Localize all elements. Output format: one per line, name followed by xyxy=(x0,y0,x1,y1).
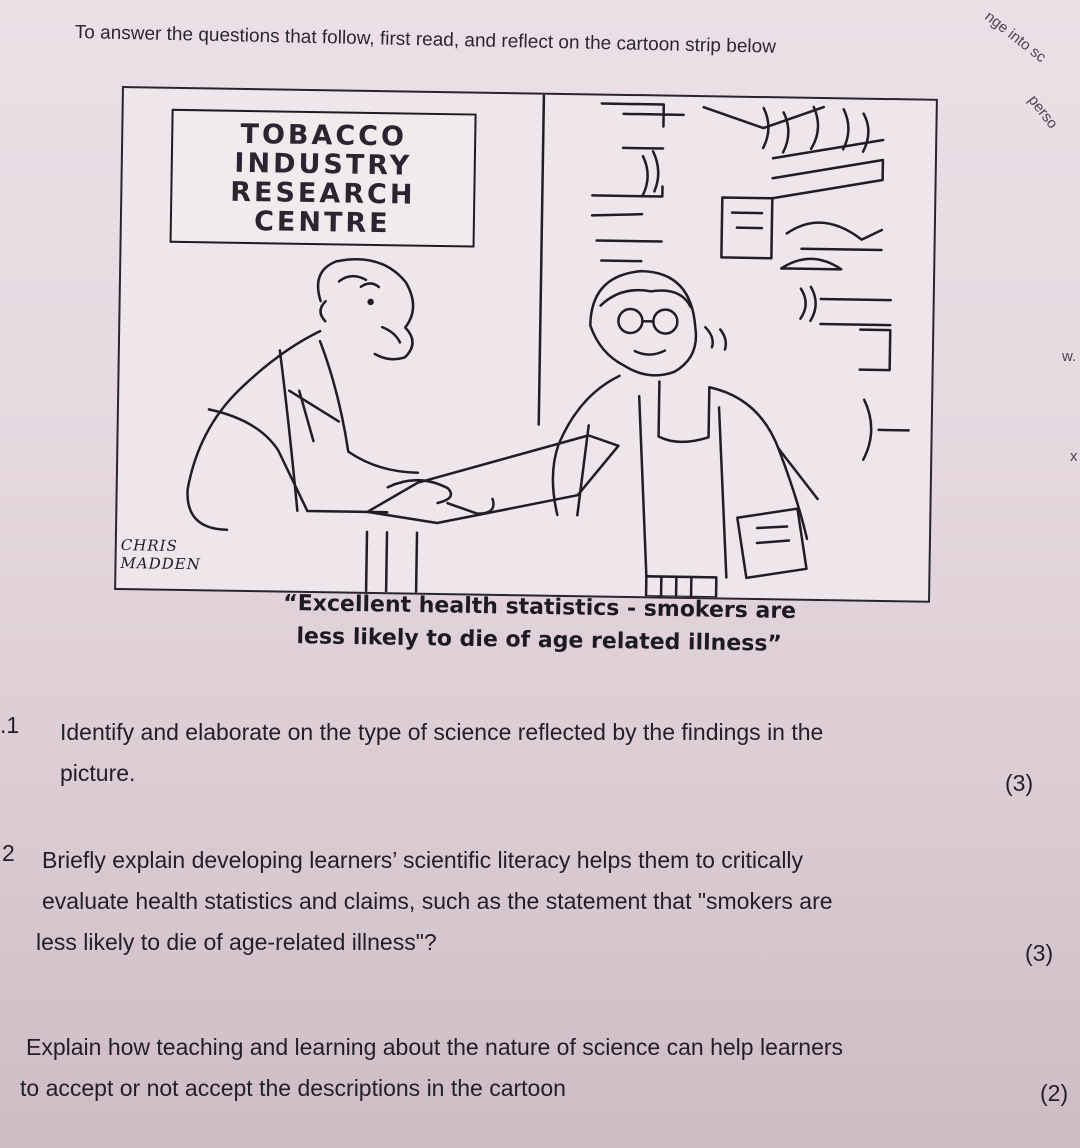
question-line: Identify and elaborate on the type of science reflected by the findings in the xyxy=(60,719,824,745)
question-line: to accept or not accept the descriptions in the cartoon xyxy=(20,1075,566,1101)
question-1 xyxy=(60,712,1020,794)
sign-line: CENTRE xyxy=(253,206,391,240)
artist-signature xyxy=(120,536,201,573)
sign-line: RESEARCH xyxy=(229,176,416,211)
marks-allocation: (3) xyxy=(1025,940,1054,966)
instruction-text: To answer the questions that follow, first read, and reflect on the cartoon strip below xyxy=(74,22,777,58)
question-2 xyxy=(36,840,1022,963)
question-number: 2 xyxy=(2,840,15,866)
question-line: less likely to die of age-related illness"? xyxy=(36,929,437,955)
cartoon-panel xyxy=(114,86,938,603)
caption-line: “Excellent health statistics - smokers are xyxy=(283,590,797,624)
margin-fragment: x xyxy=(1070,448,1078,465)
question-3 xyxy=(20,1027,1026,1109)
question-number: .1 xyxy=(0,712,20,738)
margin-fragment: nge into sc xyxy=(981,8,1050,67)
margin-fragment: perso xyxy=(1024,92,1062,133)
sign-line: TOBACCO xyxy=(240,118,408,153)
sign-line: INDUSTRY xyxy=(234,147,413,182)
margin-fragment: w. xyxy=(1062,348,1077,365)
question-line: Briefly explain developing learners’ scientific literacy helps them to critically xyxy=(42,847,804,873)
caption-line: less likely to die of age related illness” xyxy=(296,624,783,657)
question-line: evaluate health statistics and claims, such as the statement that "smokers are xyxy=(42,888,833,914)
signature-line: CHRIS xyxy=(120,536,178,555)
marks-allocation: (3) xyxy=(1005,770,1034,796)
cartoon-sign xyxy=(170,109,477,248)
question-line: Explain how teaching and learning about the nature of science can help learners xyxy=(26,1034,844,1060)
cartoon-caption xyxy=(159,585,920,663)
question-line: picture. xyxy=(60,760,136,786)
signature-line: MADDEN xyxy=(120,554,201,574)
marks-allocation: (2) xyxy=(1040,1080,1069,1106)
